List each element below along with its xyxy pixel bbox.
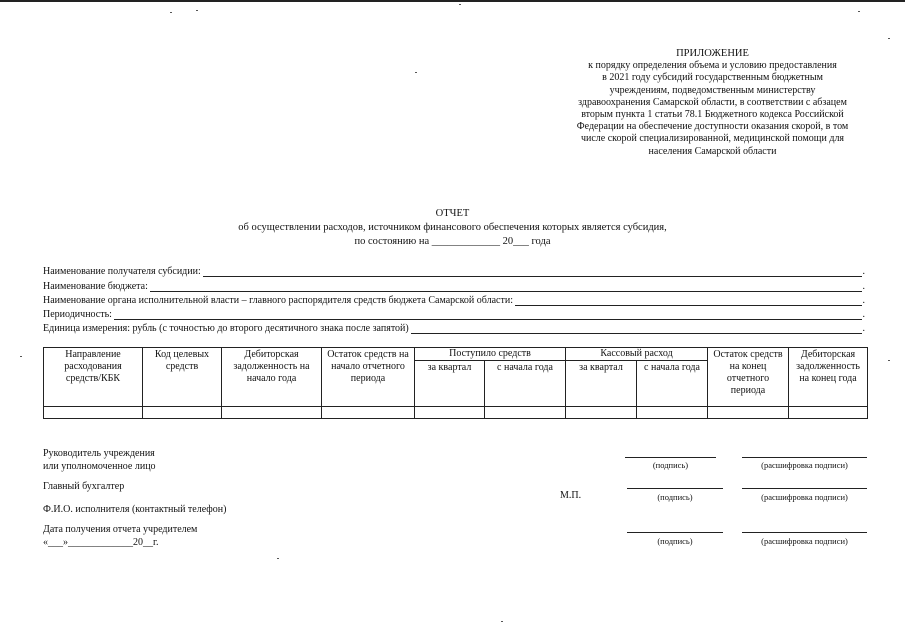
scan-speck (501, 621, 503, 622)
scan-speck (170, 12, 172, 13)
receipt-date-line[interactable]: «___»_____________20__г. (43, 537, 159, 548)
appendix-line: к порядку определения объема и условию предоставления (588, 60, 837, 72)
field-authority[interactable]: Наименование органа исполнительной власти – главного распорядителя средств бюджета Самарской области: . (43, 295, 865, 306)
field-periodicity[interactable]: Периодичность: . (43, 309, 865, 320)
scan-top-border (0, 0, 905, 2)
appendix-block (560, 48, 865, 158)
scan-speck (415, 72, 417, 73)
signature-caption: (подпись) (652, 460, 689, 470)
table-cell[interactable] (143, 407, 222, 419)
report-date-line: по состоянию на _____________ 20___ года (354, 236, 551, 247)
col-received-quarter: за квартал (415, 361, 485, 407)
table-cell[interactable] (415, 407, 485, 419)
chief-accountant-label: Главный бухгалтер (43, 481, 125, 492)
fill-line (203, 266, 862, 277)
col-received-ytd: с начала года (485, 361, 566, 407)
table-cell[interactable] (485, 407, 566, 419)
appendix-line: в 2021 году субсидий государственным бюджетным (602, 72, 823, 84)
fill-line (150, 281, 862, 292)
table-cell[interactable] (637, 407, 708, 419)
table-cell[interactable] (566, 407, 637, 419)
fill-line (114, 309, 862, 320)
scan-speck (888, 38, 890, 39)
fill-line (515, 295, 862, 306)
table-cell[interactable] (789, 407, 868, 419)
signature-caption: (подпись) (657, 492, 693, 502)
scan-speck (20, 356, 22, 357)
report-title: ОТЧЕТ (435, 208, 470, 219)
table-row (44, 407, 868, 419)
report-table (43, 347, 868, 419)
scan-speck (196, 10, 198, 11)
col-target-code: Код целевых средств (143, 348, 222, 407)
table-cell[interactable] (222, 407, 322, 419)
scan-speck (888, 360, 890, 361)
executor-label: Ф.И.О. исполнителя (контактный телефон) (43, 504, 227, 515)
appendix-line: населения Самарской области (648, 145, 777, 157)
appendix-heading: ПРИЛОЖЕНИЕ (676, 48, 749, 59)
col-balance-start: Остаток средств на начало отчетного периода (322, 348, 415, 407)
field-recipient[interactable]: Наименование получателя субсидии: . (43, 266, 865, 277)
report-subtitle: об осуществлении расходов, источником финансового обеспечения которых является субсидия, (238, 222, 667, 233)
field-label: Наименование органа исполнительной власти – главного распорядителя средств бюджета Самарской области: (43, 295, 513, 306)
fill-line (411, 323, 862, 334)
col-balance-end: Остаток средств на конец отчетного периода (708, 348, 789, 407)
stamp-label: М.П. (560, 490, 582, 501)
field-budget[interactable]: Наименование бюджета: . (43, 281, 865, 292)
col-direction: Направление расходования средств/КБК (44, 348, 143, 407)
col-expense-ytd: с начала года (637, 361, 708, 407)
field-label: Наименование получателя субсидии: (43, 266, 201, 277)
table-cell[interactable] (44, 407, 143, 419)
field-label: Периодичность: (43, 309, 112, 320)
appendix-line: учреждениям, подведомственным министерству (609, 84, 816, 96)
head-label-line1: Руководитель учреждения (43, 448, 155, 459)
appendix-line: Федерации на обеспечение доступности оказания скорой, в том (576, 121, 849, 133)
receipt-signature-line[interactable] (627, 532, 723, 533)
table-cell[interactable] (322, 407, 415, 419)
scan-speck (858, 11, 860, 12)
col-receivables-end: Дебиторская задолженность на конец года (789, 348, 868, 407)
head-label-line2: или уполномоченное лицо (43, 461, 156, 472)
col-expense-quarter: за квартал (566, 361, 637, 407)
col-receivables-start: Дебиторская задолженность на начало года (222, 348, 322, 407)
table-cell[interactable] (708, 407, 789, 419)
appendix-line: числе скорой специализированной, медицинской помощи для (580, 133, 845, 145)
accountant-decoding-line[interactable] (742, 488, 867, 489)
decoding-caption: (расшифровка подписи) (761, 536, 848, 546)
appendix-line: здравоохранения Самарской области, в соответствии с абзацем (578, 96, 847, 108)
decoding-caption: (расшифровка подписи) (761, 492, 848, 502)
signature-caption: (подпись) (657, 536, 693, 546)
field-label: Единица измерения: рубль (с точностью до второго десятичного знака после запятой) (43, 323, 409, 334)
receipt-decoding-line[interactable] (742, 532, 867, 533)
receipt-label-line1: Дата получения отчета учредителем (43, 524, 198, 535)
field-label: Наименование бюджета: (43, 281, 148, 292)
group-received: Поступило средств (415, 348, 566, 361)
head-decoding-line[interactable] (742, 457, 867, 458)
scan-speck (277, 558, 279, 559)
head-signature-line[interactable] (625, 457, 716, 458)
group-cash-expense: Кассовый расход (566, 348, 708, 361)
decoding-caption: (расшифровка подписи) (761, 460, 848, 470)
appendix-line: вторым пункта 1 статьи 78.1 Бюджетного кодекса Российской (581, 109, 844, 121)
field-unit[interactable]: Единица измерения: рубль (с точностью до второго десятичного знака после запятой) . (43, 323, 865, 334)
accountant-signature-line[interactable] (627, 488, 723, 489)
scan-speck (459, 4, 461, 5)
